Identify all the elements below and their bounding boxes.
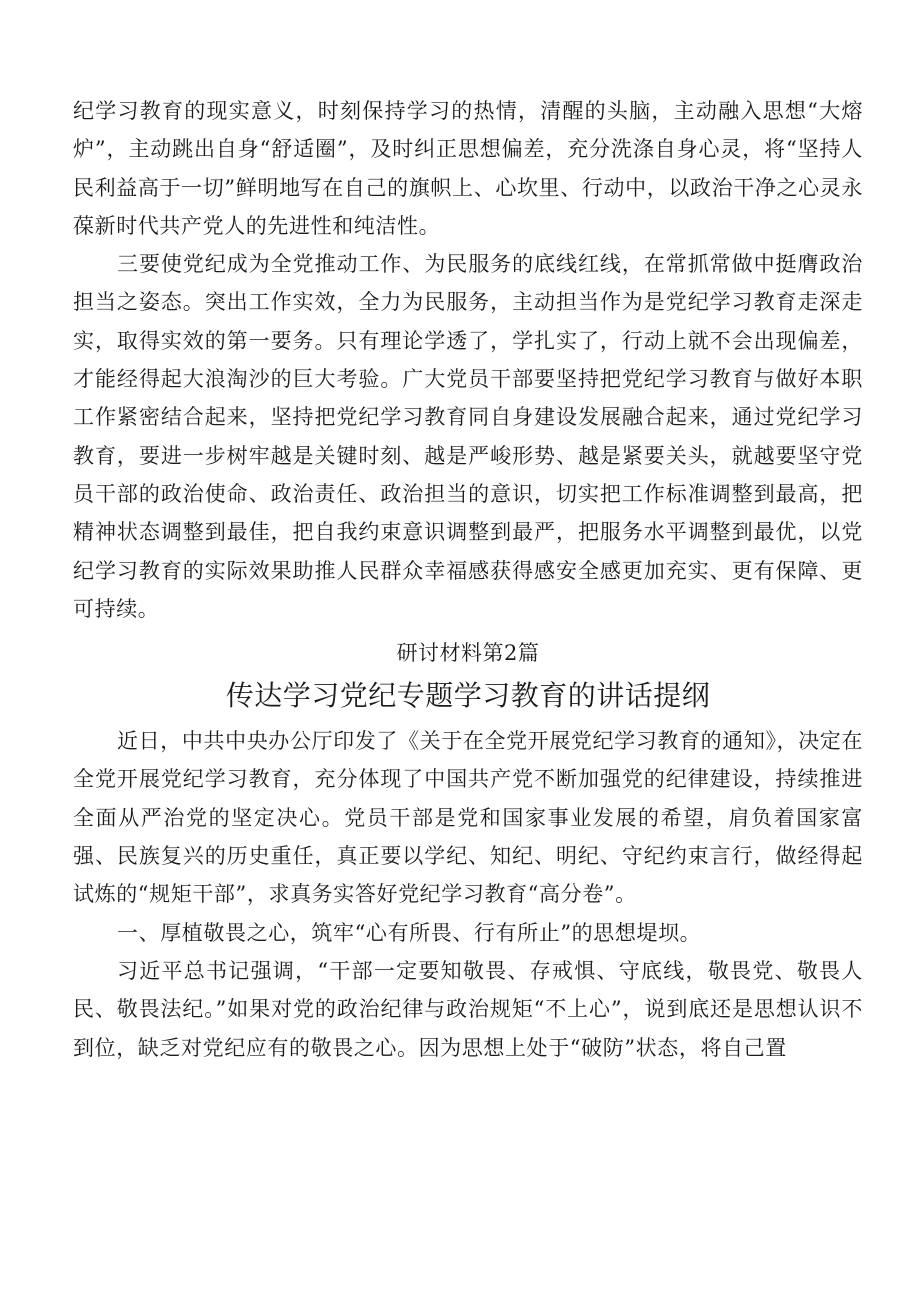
section-heading-one: 一、厚植敬畏之心，筑牢“心有所畏、行有所止”的思想堤坝。	[117, 920, 702, 945]
paragraph-quote: 习近平总书记强调，“干部一定要知敬畏、存戒惧、守底线，敬畏党、敬畏人民、敬畏法纪。”如果对党的政治纪律与政治规矩“不上心”，说到底还是思想认识不到位，缺乏对党纪应有的敬畏之心。因为思想上处于“破防”状态，将自己置	[73, 958, 863, 1060]
document-body	[73, 92, 863, 1067]
paragraph-point-three: 三要使党纪成为全党推动工作、为民服务的底线红线，在常抓常做中挺膺政治担当之姿态。突出工作实效，全力为民服务，主动担当作为是党纪学习教育走深走实，取得实效的第一要务。只有理论学透了，学扎实了，行动上就不会出现偏差，才能经得起大浪淘沙的巨大考验。广大党员干部要坚持把党纪学习教育与做好本职工作紧密结合起来，坚持把党纪学习教育同自身建设发展融合起来，通过党纪学习教育，要进一步树牢越是关键时刻、越是严峻形势、越是紧要关头，就越要坚守党员干部的政治使命、政治责任、政治担当的意识，切实把工作标准调整到最高，把精神状态调整到最佳，把自我约束意识调整到最严，把服务水平调整到最优，以党纪学习教育的实际效果助推人民群众幸福感获得感安全感更加充实、更有保障、更可持续。	[73, 252, 863, 621]
paragraph-intro: 近日，中共中央办公厅印发了《关于在全党开展党纪学习教育的通知》，决定在全党开展党纪学习教育，充分体现了中国共产党不断加强党的纪律建设，持续推进全面从严治党的坚定决心。党员干部是党和国家事业发展的希望，肩负着国家富强、民族复兴的历史重任，真正要以学纪、知纪、明纪、守纪约束言行，做经得起试炼的“规矩干部”，求真务实答好党纪学习教育“高分卷”。	[73, 729, 863, 907]
document-title: 传达学习党纪专题学习教育的讲话提纲	[225, 679, 711, 713]
paragraph-continued: 纪学习教育的现实意义，时刻保持学习的热情，清醒的头脑，主动融入思想“大熔炉”，主动跳出自身“舒适圈”，及时纠正思想偏差，充分洗涤自身心灵，将“坚持人民利益高于一切”鲜明地写在自己的旗帜上、心坎里、行动中，以政治干净之心灵永葆新时代共产党人的先进性和纯洁性。	[73, 99, 863, 238]
section-label: 研讨材料第2篇	[396, 641, 540, 666]
